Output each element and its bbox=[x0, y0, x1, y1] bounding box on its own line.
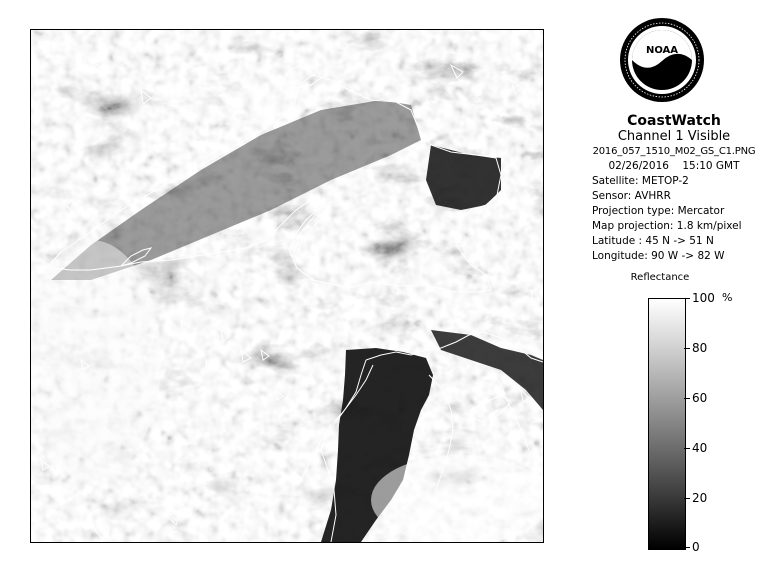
legend-tick bbox=[684, 448, 690, 449]
datetime-row bbox=[568, 159, 780, 174]
bright-cloud-north bbox=[151, 75, 311, 125]
map-projection-label: Map projection: 1.8 km/pixel bbox=[592, 220, 742, 232]
legend-tick-label: 40 bbox=[692, 441, 708, 455]
filename-label: 2016_057_1510_M02_GS_C1.PNG bbox=[592, 146, 756, 157]
time-label: 15:10 GMT bbox=[682, 160, 740, 172]
legend-tick-label: 20 bbox=[692, 491, 708, 505]
satellite-image bbox=[30, 29, 544, 543]
sensor-label: Sensor: AVHRR bbox=[592, 190, 671, 202]
legend-title: Reflectance bbox=[630, 272, 690, 283]
channel-label: Channel 1 Visible bbox=[617, 129, 731, 144]
legend-tick bbox=[684, 348, 690, 349]
legend-tick bbox=[684, 547, 690, 548]
latitude-label: Latitude : 45 N -> 51 N bbox=[592, 235, 714, 247]
legend-tick bbox=[684, 398, 690, 399]
date-label: 02/26/2016 bbox=[608, 160, 669, 172]
legend-tick-label: 80 bbox=[692, 341, 708, 355]
legend-tick-label: 0 bbox=[692, 540, 700, 554]
brand-title: CoastWatch bbox=[627, 113, 721, 129]
legend-tick-label: 60 bbox=[692, 391, 708, 405]
satellite-label: Satellite: METOP-2 bbox=[592, 175, 689, 187]
noaa-emblem-icon bbox=[619, 17, 705, 103]
logo-text: NOAA bbox=[645, 45, 679, 56]
reflectance-colorbar bbox=[648, 298, 686, 550]
legend-tick bbox=[684, 298, 690, 299]
legend-tick bbox=[684, 498, 690, 499]
noaa-logo bbox=[619, 17, 705, 103]
projection-type-label: Projection type: Mercator bbox=[592, 205, 725, 217]
map-canvas bbox=[31, 30, 543, 542]
legend-tick-label: 100 bbox=[692, 291, 715, 305]
legend-unit: % bbox=[722, 291, 733, 304]
info-panel bbox=[568, 113, 780, 264]
longitude-label: Longitude: 90 W -> 82 W bbox=[592, 250, 725, 262]
